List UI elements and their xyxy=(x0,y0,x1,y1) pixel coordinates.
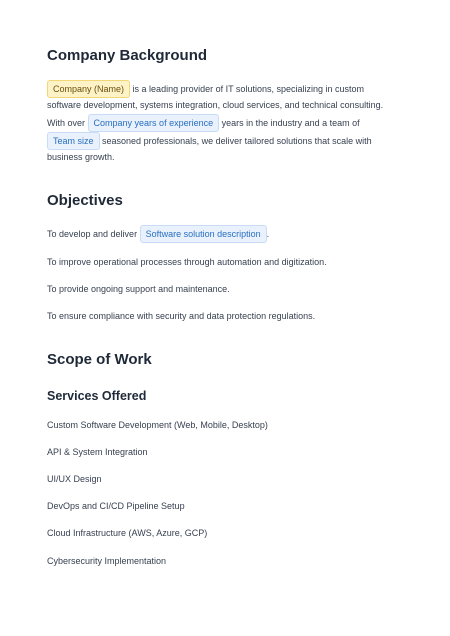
company-background-heading: Company Background xyxy=(47,47,208,64)
background-line-2: software development, systems integration, cloud services, and technical consulting. xyxy=(47,100,384,110)
services-offered-heading: Services Offered xyxy=(47,389,147,403)
objective-item-4: To ensure compliance with security and data protection regulations. xyxy=(47,311,316,321)
company-name-placeholder[interactable]: Company (Name) xyxy=(47,80,130,98)
service-item: API & System Integration xyxy=(47,447,148,457)
background-text-4: seasoned professionals, we deliver tailored solutions that scale with xyxy=(102,136,372,146)
experience-placeholder[interactable]: Company years of experience xyxy=(88,114,220,132)
objective-item-1 xyxy=(47,225,407,243)
objective-text-1b: . xyxy=(266,229,270,239)
scope-of-work-heading: Scope of Work xyxy=(47,351,152,368)
objective-text-1a: To develop and deliver xyxy=(47,229,138,239)
service-item: DevOps and CI/CD Pipeline Setup xyxy=(47,501,185,511)
background-text-3b: years in the industry and a team of xyxy=(221,118,360,128)
background-text-1: is a leading provider of IT solutions, specializing in custom xyxy=(132,84,364,94)
service-item: Cloud Infrastructure (AWS, Azure, GCP) xyxy=(47,528,208,538)
service-item: Custom Software Development (Web, Mobile, Desktop) xyxy=(47,420,268,430)
objectives-heading: Objectives xyxy=(47,192,123,209)
service-item: Cybersecurity Implementation xyxy=(47,556,167,566)
background-text-3a: With over xyxy=(47,118,86,128)
objective-item-2: To improve operational processes through automation and digitization. xyxy=(47,257,327,267)
background-line-5: business growth. xyxy=(47,152,115,162)
software-solution-placeholder[interactable]: Software solution description xyxy=(140,225,267,243)
service-item: UI/UX Design xyxy=(47,474,102,484)
background-line-4 xyxy=(47,132,407,150)
objective-item-3: To provide ongoing support and maintenance. xyxy=(47,284,230,294)
background-line-1 xyxy=(47,80,407,98)
background-line-3 xyxy=(47,114,407,132)
team-size-placeholder[interactable]: Team size xyxy=(47,132,100,150)
